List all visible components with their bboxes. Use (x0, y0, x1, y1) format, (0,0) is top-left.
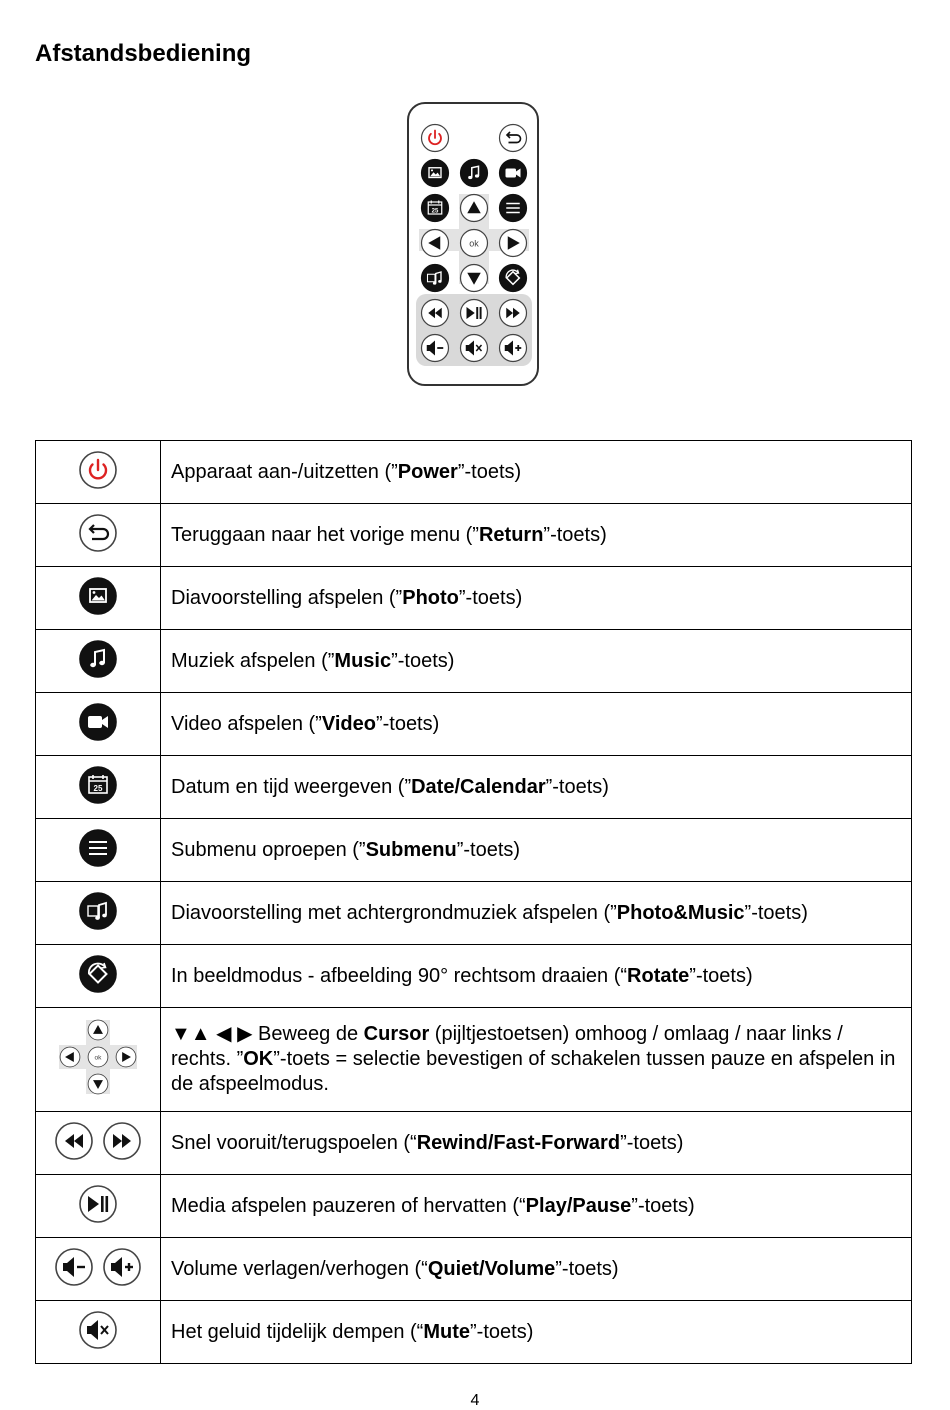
table-row (36, 567, 912, 630)
remote-fast-forward-icon (498, 298, 528, 328)
button-icon-cell (36, 819, 161, 882)
description-text: ”-toets) (631, 1194, 695, 1217)
mute-icon (78, 1310, 118, 1350)
description-text: Apparaat aan-/uitzetten (” (171, 460, 398, 483)
svg-text:25: 25 (431, 208, 439, 215)
remote-left-arrow-icon (420, 228, 450, 258)
key-name: Music (334, 649, 392, 672)
description-text: ”-toets) (457, 460, 522, 483)
description-text: Diavoorstelling met achtergrondmuziek afspelen (” (171, 901, 617, 924)
submenu-icon (78, 828, 118, 868)
button-icon-cell (36, 630, 161, 693)
key-name: Submenu (365, 838, 457, 861)
key-name: Photo (402, 586, 459, 609)
remote-play-pause-icon (459, 298, 489, 328)
button-icon-cell (36, 1238, 161, 1301)
description-text: ”-toets) (470, 1320, 534, 1343)
calendar-icon (78, 765, 118, 805)
description-text: Teruggaan naar het vorige menu (” (171, 523, 479, 546)
button-description (161, 1238, 912, 1301)
description-text: Muziek afspelen (” (171, 649, 335, 672)
description-text: ▼▲ ◀ ▶ Beweeg de (171, 1023, 364, 1045)
button-description (161, 567, 912, 630)
rotate-icon (78, 954, 118, 994)
remote-submenu-icon (498, 193, 528, 223)
button-icon-cell (36, 1112, 161, 1175)
button-icon-cell (36, 945, 161, 1008)
button-description (161, 504, 912, 567)
music-icon (78, 639, 118, 679)
button-icon-cell (36, 504, 161, 567)
remote-video-icon (498, 158, 528, 188)
remote-rewind-icon (420, 298, 450, 328)
table-row (36, 756, 912, 819)
description-text: ”-toets) (458, 586, 523, 609)
table-row (36, 1301, 912, 1364)
rewind-icon (54, 1121, 94, 1161)
description-text: (pijltjestoetsen) omhoog / omlaag / naar links / rechts. ” (171, 1023, 843, 1070)
remote-rotate-icon (498, 263, 528, 293)
svg-text:ok: ok (469, 238, 479, 249)
description-text: ”-toets) (689, 964, 753, 987)
photo-icon (78, 576, 118, 616)
key-name: Photo&Music (616, 901, 745, 924)
key-name: Video (321, 712, 376, 735)
table-row (36, 819, 912, 882)
remote-power-icon (420, 123, 450, 153)
volume-down-icon (54, 1247, 94, 1287)
description-text: Het geluid tijdelijk dempen (“ (171, 1320, 424, 1343)
description-text: Volume verlagen/verhogen (“ (171, 1257, 428, 1280)
remote-volume-down-icon (420, 333, 450, 363)
table-row (36, 630, 912, 693)
remote-photo-music-icon (420, 263, 450, 293)
button-icon-cell (36, 882, 161, 945)
description-text: ”-toets) (456, 838, 521, 861)
key-name: Cursor (363, 1023, 430, 1045)
description-text: ”-toets) (391, 649, 455, 672)
table-row (36, 504, 912, 567)
description-text: ”-toets) (375, 712, 440, 735)
remote-down-arrow-icon (459, 263, 489, 293)
table-row (36, 1112, 912, 1175)
button-description (161, 1112, 912, 1175)
table-row (36, 1175, 912, 1238)
button-description (161, 1301, 912, 1364)
button-description (161, 945, 912, 1008)
remote-return-icon (498, 123, 528, 153)
page-number: 4 (470, 1392, 480, 1409)
button-description (161, 441, 912, 504)
description-text: ”-toets = selectie bevestigen of schakelen tussen pauze en afspelen in de afspeelmodus. (171, 1048, 896, 1095)
play-pause-icon (78, 1184, 118, 1224)
page-title: Afstandsbediening (35, 40, 252, 67)
table-row (36, 945, 912, 1008)
button-icon-cell (36, 1175, 161, 1238)
photo-music-icon (78, 891, 118, 931)
key-name: Quiet/Volume (427, 1257, 556, 1280)
table-row (36, 693, 912, 756)
remote-right-arrow-icon (498, 228, 528, 258)
remote-photo-icon (420, 158, 450, 188)
button-description (161, 882, 912, 945)
button-description (161, 1008, 912, 1112)
remote-up-arrow-icon (459, 193, 489, 223)
description-text: ”-toets) (744, 901, 808, 924)
button-description (161, 630, 912, 693)
video-icon (78, 702, 118, 742)
remote-ok-icon (459, 228, 489, 258)
button-description-table (35, 440, 912, 1364)
key-name: Rotate (627, 964, 690, 987)
description-text: ”-toets) (545, 775, 609, 798)
button-icon-cell (36, 441, 161, 504)
return-icon (78, 513, 118, 553)
fast-forward-icon (102, 1121, 142, 1161)
key-name: Play/Pause (525, 1194, 632, 1217)
button-icon-cell (36, 567, 161, 630)
remote-music-icon (459, 158, 489, 188)
key-name: Mute (423, 1320, 471, 1343)
description-text: Media afspelen pauzeren of hervatten (“ (171, 1194, 526, 1217)
description-text: ”-toets) (555, 1257, 619, 1280)
volume-up-icon (102, 1247, 142, 1287)
remote-volume-up-icon (498, 333, 528, 363)
button-description (161, 756, 912, 819)
description-text: ”-toets) (543, 523, 607, 546)
remote-mute-icon (459, 333, 489, 363)
svg-text:25: 25 (93, 783, 103, 793)
button-description (161, 819, 912, 882)
cursor-pad-icon (55, 1014, 141, 1100)
key-name: Return (478, 523, 544, 546)
table-row (36, 1238, 912, 1301)
svg-text:ok: ok (94, 1054, 102, 1062)
key-name: Rewind/Fast-Forward (416, 1131, 621, 1154)
power-icon (78, 450, 118, 490)
button-description (161, 693, 912, 756)
description-text: Snel vooruit/terugspoelen (“ (171, 1131, 417, 1154)
description-text: ”-toets) (620, 1131, 684, 1154)
description-text: Diavoorstelling afspelen (” (171, 586, 403, 609)
button-description (161, 1175, 912, 1238)
key-name: Power (397, 460, 458, 483)
description-text: Submenu oproepen (” (171, 838, 366, 861)
button-icon-cell (36, 1301, 161, 1364)
button-icon-cell (36, 693, 161, 756)
key-name: OK (243, 1048, 274, 1070)
button-icon-cell (36, 756, 161, 819)
description-text: Datum en tijd weergeven (” (171, 775, 412, 798)
button-icon-cell (36, 1008, 161, 1112)
table-row (36, 882, 912, 945)
description-text: In beeldmodus - afbeelding 90° rechtsom draaien (“ (171, 964, 628, 987)
key-name: Date/Calendar (411, 775, 546, 798)
remote-control-illustration (407, 102, 539, 386)
description-text: Video afspelen (” (171, 712, 322, 735)
table-row (36, 441, 912, 504)
table-row (36, 1008, 912, 1112)
remote-calendar-icon (420, 193, 450, 223)
